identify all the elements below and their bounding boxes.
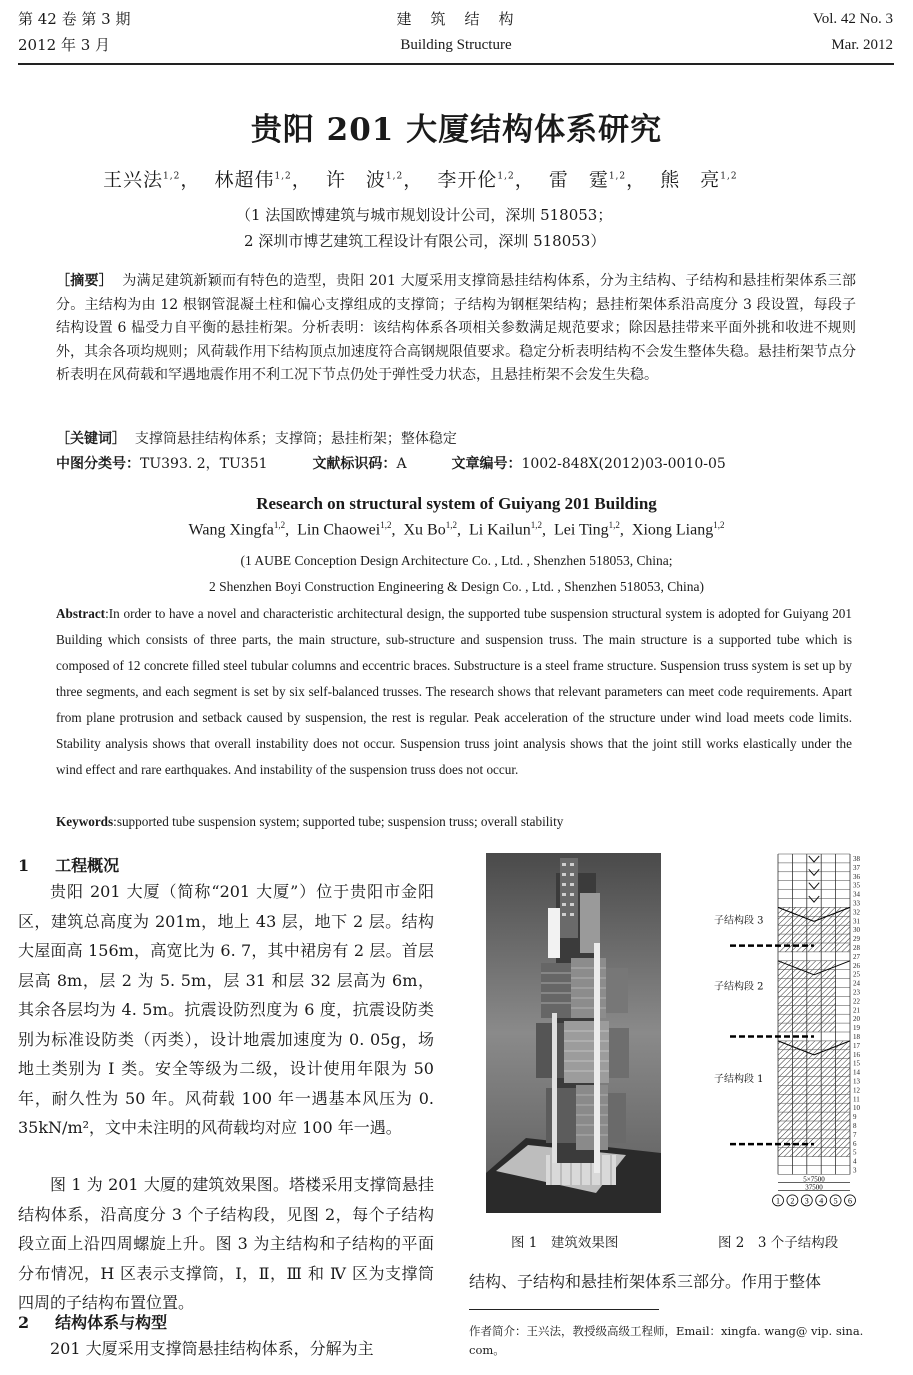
abstract-en-label: Abstract — [56, 606, 106, 621]
figure-1-image — [486, 853, 661, 1213]
substructure-block-1 — [778, 1041, 850, 1157]
affiliation-en-1: (1 AUBE Conception Design Architecture Co. , Ltd. , Shenzhen 518053, China; — [240, 553, 673, 568]
floor-number-label: 27 — [853, 952, 860, 961]
axis-label: 5 — [833, 1196, 838, 1206]
floor-number-label: 5 — [853, 1148, 857, 1157]
floor-number-label: 11 — [853, 1095, 860, 1104]
keywords-en: Keywords:supported tube suspension system; supported tube; suspension truss; overall stability — [56, 814, 564, 829]
axis-label: 3 — [804, 1196, 809, 1206]
abstract-en: Abstract:In order to have a novel and characteristic architectural design, the supported tube suspension structural system is adopted for Guiyang 201 Building which consists of three parts, the main structure, sub-structure and suspension truss. The main structure is a supported tube which is composed of 12 concrete filled steel tubular columns and eccentric braces. Substructure is a steel frame structure. Suspension truss system is set up by three segments, and each segment is set by six self-balanced trusses. The research shows that relevant parameters can meet code requirements. Apart from plane protrusion and setback caused by suspension, the rest is regular. Peak acceleration of the structure under wind load meets code limits. Stability analysis shows that overall instability does not occur. Suspension truss joint analysis shows that the joint still works elastically under the wind effect and rare earthquakes. And instability of the suspension truss does not occur. — [56, 606, 852, 777]
affiliation-cn-1: （1 法国欧博建筑与城市规划设计公司，深圳 518053； — [236, 206, 613, 224]
paper-title-en: Research on structural system of Guiyang 201 Building — [256, 494, 657, 513]
axis-label: 4 — [819, 1196, 824, 1206]
keywords-cn-label: ［关键词］ — [56, 431, 126, 447]
segment-label: 子结构段 1 — [714, 1073, 764, 1085]
floor-number-label: 12 — [853, 1086, 860, 1095]
floor-number-label: 36 — [853, 872, 860, 881]
keywords-cn — [56, 428, 856, 452]
floor-number-label: 32 — [853, 908, 860, 917]
floor-number-label: 20 — [853, 1015, 860, 1024]
floor-number-label: 37 — [853, 863, 860, 872]
journal-date-en: Mar. 2012 — [831, 37, 893, 53]
footnote-author-bio: 作者简介：王兴法，教授级高级工程师，Email：xingfa. wang@ vip. sina. com。 — [469, 1324, 864, 1357]
section-2-heading: 2 结构体系与构型 — [18, 1313, 168, 1332]
floor-number-label: 31 — [853, 917, 860, 926]
floor-number-label: 35 — [853, 881, 860, 890]
floor-number-label: 24 — [853, 979, 860, 988]
floor-number-label: 38 — [853, 855, 860, 863]
abstract-cn-text: 为满足建筑新颖而有特色的造型，贵阳 201 大厦采用支撑筒悬挂结构体系，分为主结构、子结构和悬挂桁架体系三部分。主结构为由 12 根钢管混凝土柱和偏心支撑组成的支撑筒；子结构为钢框架结构；悬挂桁架体系沿高度分 3 段设置，每段子结构设置 6 榀受力自平衡的悬挂桁架。分析表明：该结构体系各项相关参数满足规范要求；除因悬挂带来平面外挑和收进不规则外，其余各项均规则；风荷载作用下结构顶点加速度符合高钢规限值要求。稳定分析表明结构不会发生整体失稳。悬挂桁架节点分析表明在风荷载和罕遇地震作用不利工况下节点仍处于弹性受力状态，且悬挂桁架不会发生失稳。 — [56, 273, 857, 383]
axis-label: 1 — [776, 1196, 780, 1206]
floor-number-label: 26 — [853, 961, 860, 970]
axis-label: 6 — [848, 1196, 852, 1206]
floor-number-label: 14 — [853, 1068, 860, 1077]
floor-number-label: 28 — [853, 944, 860, 952]
brace-chevron — [809, 883, 819, 889]
affiliation-en-2: 2 Shenzhen Boyi Construction Engineering & Design Co. , Ltd. , Shenzhen 518053, China) — [209, 579, 704, 594]
section-2-paragraph-1: 201 大厦采用支撑筒悬挂结构体系，分解为主 — [50, 1339, 374, 1358]
section-1-heading: 1 工程概况 — [18, 856, 120, 875]
segment-label: 子结构段 3 — [714, 915, 764, 927]
paper-title: 贵阳 201 大厦结构体系研究 — [250, 112, 663, 148]
authors-en: Wang Xingfa$^{1,2}$, Lin Chaowei$^{1,2}$, Xu Bo$^{1,2}$, Li Kailun$^{1,2}$, Lei Ting$^{1,2}$, Xiong Liang$^{1,2}$ — [188, 520, 725, 539]
brace-chevron — [809, 896, 819, 902]
author-cn: 李开伦$^{1,2}$， — [437, 169, 535, 191]
journal-name-cn: 建 筑 结 构 — [396, 10, 516, 28]
segment-label: 子结构段 2 — [714, 981, 764, 993]
floor-number-label: 10 — [853, 1104, 860, 1113]
clc-number: TU393. 2，TU351 — [140, 456, 268, 472]
floor-number-label: 4 — [853, 1157, 857, 1166]
authors-cn — [103, 165, 738, 192]
header-rule — [18, 63, 894, 65]
floor-number-label: 9 — [853, 1113, 857, 1122]
figure-2-svg — [700, 850, 870, 1220]
floor-number-label: 16 — [853, 1050, 860, 1059]
brace-chevron — [809, 869, 819, 875]
footnote-rule — [469, 1309, 659, 1310]
author-cn: 王兴法$^{1,2}$， — [103, 169, 201, 191]
keywords-en-text: supported tube suspension system; supported tube; suspension truss; overall stability — [116, 814, 564, 829]
floor-number-label: 19 — [853, 1024, 860, 1033]
floor-number-label: 23 — [853, 988, 860, 997]
section-1-paragraph-1: 贵阳 201 大厦（简称“201 大厦”）位于贵阳市金阳区，建筑总高度为 201m，地上 43 层，地下 2 层。结构大屋面高 156m，高宽比为 6. 7，其中裙房有 2 层。首层层高 8m，层 2 为 5. 5m，层 31 和层 32 层高为 6m，其余各层均为 4. 5m。抗震设防烈度为 6 度，抗震设防类别为标准设防类（丙类），设计地震加速度为 0. 05g，场地土类别为 Ⅰ 类。安全等级为二级，设计使用年限为 50 年，耐久性为 50 年。风荷载 100 年一遇基本风压为 0. 35kN/m²，文中未注明的风荷载均对应 100 年一遇。 — [18, 882, 434, 1137]
floor-number-label: 33 — [853, 899, 860, 908]
brace-chevron — [809, 856, 819, 862]
floor-number-label: 15 — [853, 1059, 860, 1068]
section-1-paragraph-2: 图 1 为 201 大厦的建筑效果图。塔楼采用支撑筒悬挂结构体系，沿高度分 3 个子结构段，见图 2，每个子结构段立面上沿四周螺旋上升。图 3 为主结构和子结构的平面分布情况，H 区表示支撑筒，Ⅰ，Ⅱ，Ⅲ 和 Ⅳ 区为支撑筒四周的子结构布置位置。 — [18, 1175, 434, 1312]
abstract-cn-label: ［摘要］ — [56, 273, 113, 289]
keywords-en-label: Keywords — [56, 814, 114, 829]
floor-number-label: 30 — [853, 926, 860, 935]
figure-1-caption: 图 1 建筑效果图 — [511, 1235, 619, 1251]
author-cn: 林超伟$^{1,2}$， — [214, 169, 312, 191]
floor-number-label: 17 — [853, 1041, 860, 1050]
journal-date: 2012 年 3 月 — [18, 36, 111, 54]
author-cn: 许 波$^{1,2}$， — [325, 169, 424, 191]
floor-number-label: 21 — [853, 1006, 860, 1015]
keywords-cn-text: 支撑筒悬挂结构体系；支撑筒；悬挂桁架；整体稳定 — [134, 431, 457, 447]
journal-name-en: Building Structure — [400, 37, 512, 53]
article-number: 1002-848X(2012)03-0010-05 — [521, 456, 726, 472]
abstract-en-text: In order to have a novel and characteristic architectural design, the supported tube suspension structural system is adopted for Guiyang 201 Building which consists of three parts, the main structure, sub-structure and suspension truss. The main structure is a supported tube which is composed of 12 concrete filled steel tubular columns and eccentric braces. Substructure is a steel frame structure. Suspension truss system is set up by three segments, and each segment is set by six self-balanced trusses. The research shows that relevant parameters can meet code requirements. Apart from plane protrusion and setback caused by suspension, the rest is regular. Peak acceleration of the structure under wind load meets code limits. Stability analysis shows that overall instability does not occur. Suspension truss joint analysis shows that the joint still works elastically under the wind effect and rare earthquakes. And instability of the suspension truss does not occur. — [56, 606, 852, 777]
floor-number-label: 34 — [853, 890, 860, 899]
author-cn: 雷 霆$^{1,2}$， — [548, 169, 647, 191]
axis-label: 2 — [790, 1196, 795, 1206]
floor-number-label: 22 — [853, 997, 860, 1006]
floor-number-label: 6 — [853, 1139, 857, 1148]
figure-2-diagram — [700, 850, 870, 1220]
dimension-label-bottom: 37500 — [805, 1183, 823, 1192]
abstract-cn — [56, 270, 856, 388]
affiliation-cn-2: 2 深圳市博艺建筑工程设计有限公司，深圳 518053） — [244, 232, 606, 250]
author-cn: 熊 亮$^{1,2}$ — [660, 169, 738, 191]
section-2-paragraph-continued: 结构、子结构和悬挂桁架体系三部分。作用于整体 — [469, 1272, 822, 1291]
floor-number-label: 13 — [853, 1077, 860, 1086]
doc-code: A — [396, 456, 407, 472]
journal-volume-en: Vol. 42 No. 3 — [812, 11, 893, 27]
figure-2-caption: 图 2 3 个子结构段 — [718, 1235, 839, 1251]
floor-number-label: 25 — [853, 970, 860, 979]
floor-number-label: 7 — [853, 1130, 857, 1139]
floor-number-label: 18 — [853, 1033, 860, 1041]
dimension-label-top: 5×7500 — [803, 1175, 825, 1184]
floor-number-label: 29 — [853, 935, 860, 944]
journal-volume: 第 42 卷 第 3 期 — [18, 10, 131, 28]
floor-number-label: 8 — [853, 1122, 857, 1130]
classification-line: 中图分类号：TU393. 2，TU351 文献标识码：A 文章编号：1002-848X(2012)03-0010-05 — [56, 456, 726, 472]
floor-number-label: 3 — [853, 1166, 857, 1175]
